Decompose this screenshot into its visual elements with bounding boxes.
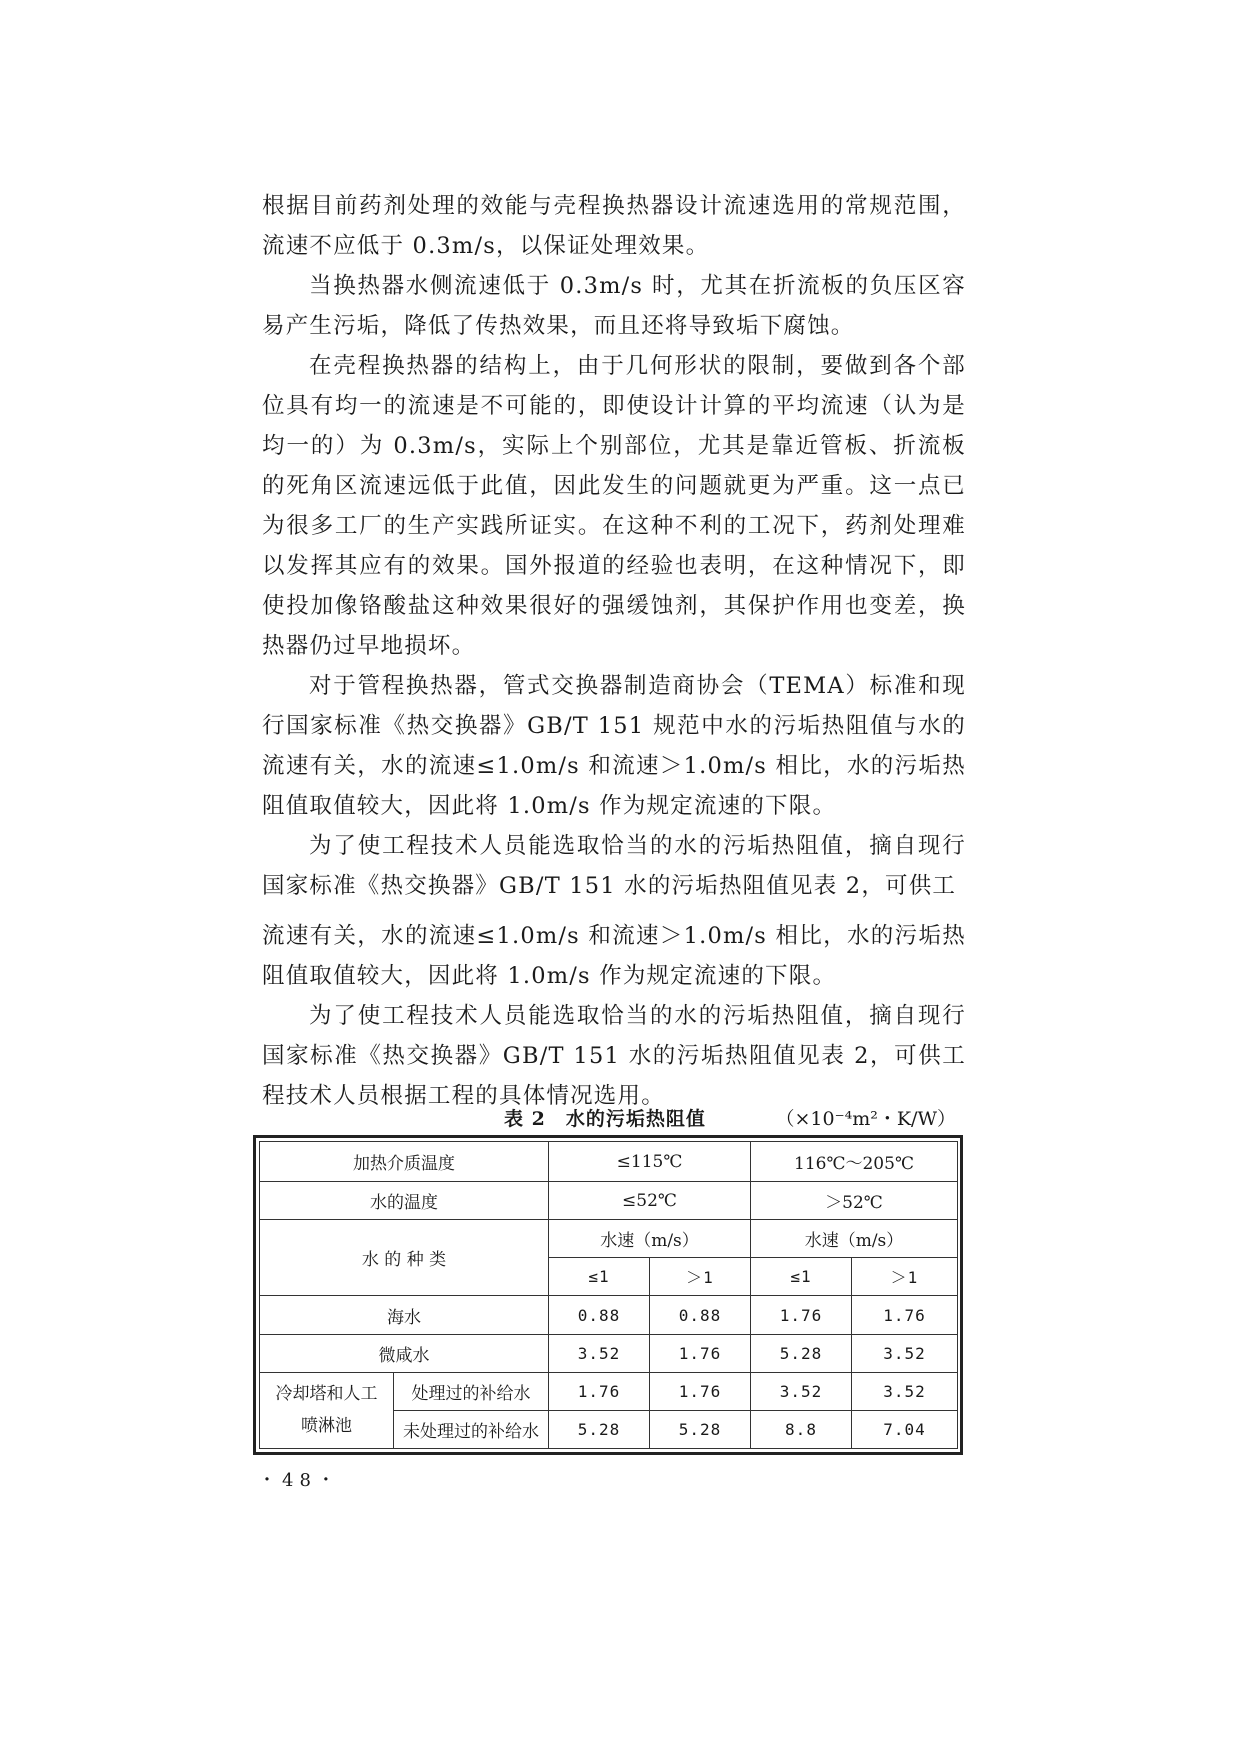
header-row-water-temp	[260, 1182, 958, 1220]
table-cell: 3.52	[852, 1372, 958, 1410]
header-water-type: 水 的 种 类	[260, 1220, 549, 1296]
header-gt1-a: ＞1	[650, 1258, 751, 1296]
table-cell: 5.28	[549, 1410, 650, 1448]
paragraph-7: 为了使工程技术人员能选取恰当的水的污垢热阻值，摘自现行国家标准《热交换器》GB/T 151 水的污垢热阻值见表 2，可供工程技术人员根据工程的具体情况选用。	[262, 1003, 966, 1109]
row-label: 未处理过的补给水	[394, 1410, 549, 1448]
header-gt1-b: ＞1	[852, 1258, 958, 1296]
row-label: 微咸水	[260, 1334, 549, 1372]
table-cell: 1.76	[751, 1296, 852, 1334]
header-water-temp: 水的温度	[260, 1182, 549, 1220]
table-cell: 3.52	[852, 1334, 958, 1372]
header-le1-a: ≤1	[549, 1258, 650, 1296]
header-le1-b: ≤1	[751, 1258, 852, 1296]
table-cell: 3.52	[751, 1372, 852, 1410]
header-row-medium-temp	[260, 1142, 958, 1182]
header-temp-range-2: 116℃～205℃	[751, 1142, 958, 1182]
header-water-temp-1: ≤52℃	[549, 1182, 751, 1220]
header-speed-2: 水速（m/s）	[751, 1220, 958, 1258]
paragraph-6: 流速有关，水的流速≤1.0m/s 和流速＞1.0m/s 相比，水的污垢热阻值取值较大，因此将 1.0m/s 作为规定流速的下限。	[262, 923, 966, 989]
header-water-temp-2: ＞52℃	[751, 1182, 958, 1220]
paragraph-4: 对于管程换热器，管式交换器制造商协会（TEMA）标准和现行国家标准《热交换器》GB/T 151 规范中水的污垢热阻值与水的流速有关，水的流速≤1.0m/s 和流速＞1.0m/s 相比，水的污垢热阻值取值较大，因此将 1.0m/s 作为规定流速的下限。	[262, 673, 966, 819]
table-cell: 0.88	[549, 1296, 650, 1334]
table-unit: （×10⁻⁴m²・K/W）	[775, 1108, 956, 1130]
paragraph-1: 根据目前药剂处理的效能与壳程换热器设计流速选用的常规范围，流速不应低于 0.3m/s，以保证处理效果。	[262, 193, 966, 259]
row-label: 处理过的补给水	[394, 1372, 549, 1410]
page-number: ・48・	[258, 1470, 341, 1491]
header-row-speed	[260, 1220, 958, 1258]
header-medium-temp: 加热介质温度	[260, 1142, 549, 1182]
header-temp-range-1: ≤115℃	[549, 1142, 751, 1182]
table-cell: 5.28	[650, 1410, 751, 1448]
table-cell: 1.76	[852, 1296, 958, 1334]
table-cell: 8.8	[751, 1410, 852, 1448]
table-title: 表 2 水的污垢热阻值	[504, 1108, 706, 1130]
table-cell: 1.76	[650, 1334, 751, 1372]
table-cell: 3.52	[549, 1334, 650, 1372]
paragraph-5: 为了使工程技术人员能选取恰当的水的污垢热阻值，摘自现行国家标准《热交换器》GB/T 151 水的污垢热阻值见表 2，可供工	[262, 833, 966, 899]
table-cell: 7.04	[852, 1410, 958, 1448]
header-speed-1: 水速（m/s）	[549, 1220, 751, 1258]
row-label: 海水	[260, 1296, 549, 1334]
table-caption	[258, 1104, 970, 1134]
table-row	[260, 1296, 958, 1334]
paragraph-2: 当换热器水侧流速低于 0.3m/s 时，尤其在折流板的负压区容易产生污垢，降低了传热效果，而且还将导致垢下腐蚀。	[262, 273, 966, 339]
table-cell: 1.76	[650, 1372, 751, 1410]
table-cell: 1.76	[549, 1372, 650, 1410]
table-cell: 5.28	[751, 1334, 852, 1372]
group-label: 冷却塔和人工喷淋池	[260, 1372, 394, 1448]
table-row	[260, 1334, 958, 1372]
table-cell: 0.88	[650, 1296, 751, 1334]
paragraph-3: 在壳程换热器的结构上，由于几何形状的限制，要做到各个部位具有均一的流速是不可能的，即使设计计算的平均流速（认为是均一的）为 0.3m/s，实际上个别部位，尤其是靠近管板、折流板的死角区流速远低于此值，因此发生的问题就更为严重。这一点已为很多工厂的生产实践所证实。在这种不利的工况下，药剂处理难以发挥其应有的效果。国外报道的经验也表明，在这种情况下，即使投加像铬酸盐这种效果很好的强缓蚀剂，其保护作用也变差，换热器仍过早地损坏。	[262, 353, 966, 659]
table-row	[260, 1372, 958, 1410]
fouling-resistance-table	[253, 1135, 963, 1455]
